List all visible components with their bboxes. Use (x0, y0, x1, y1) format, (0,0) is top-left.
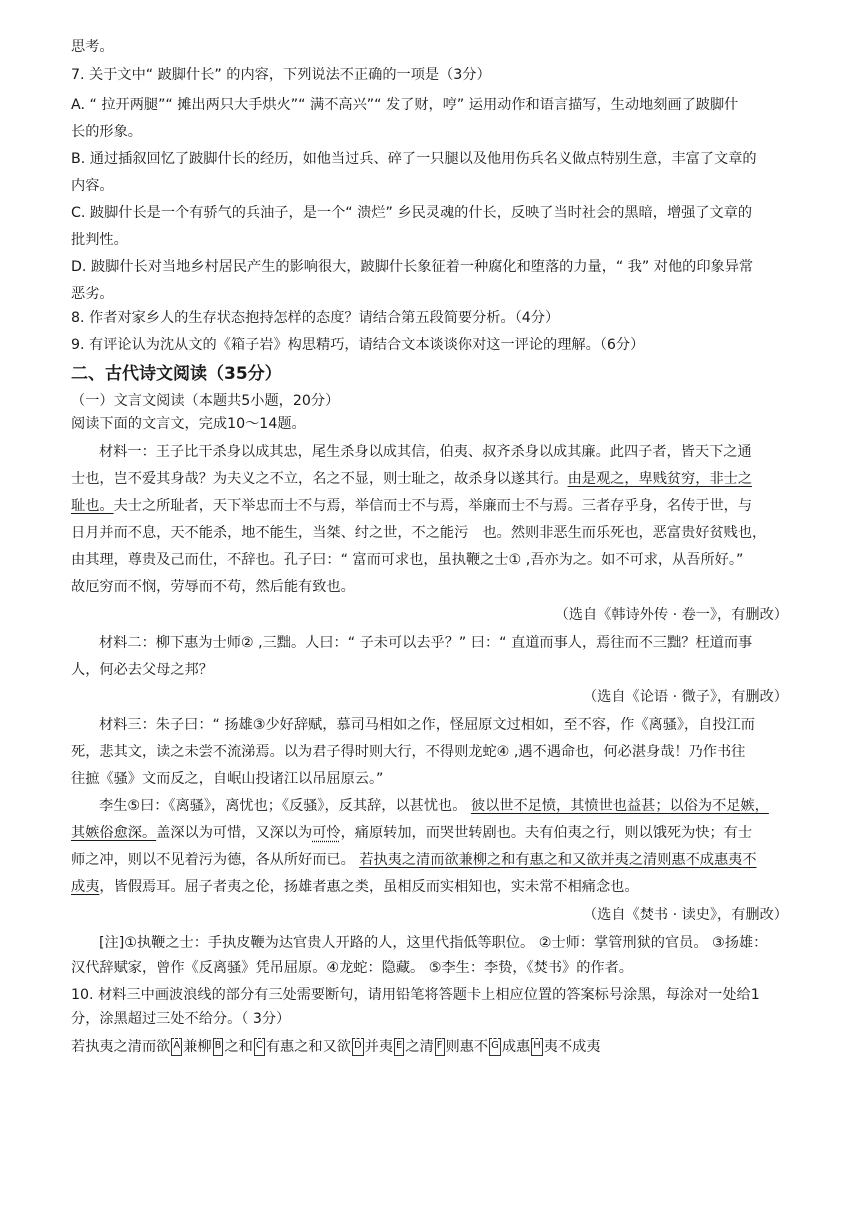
question-7: 7. 关于文中“ 跛脚什长” 的内容，下列说法不正确的一项是（3分） (71, 67, 491, 83)
passage-segment: 夷不成夷 (543, 1039, 601, 1055)
text-span: 师之冲，则以不见着污为德，各从所好而已。 (71, 852, 360, 868)
text-span: 李生⑤曰：《离骚》，离忧也；《反骚》，反其辞，以甚忧也。 (99, 798, 471, 814)
wavy-underlined-passage: 若执夷之清而欲兼柳之和有惠之和又欲并夷之清则惠不成惠夷不 (359, 852, 757, 868)
break-option-b[interactable]: B (213, 1038, 224, 1056)
sentence-break-answer (71, 1036, 601, 1056)
underlined-sentence: 彼以世不足愤，其愤世也益甚；以俗为不足嫉， (470, 798, 769, 814)
material-3-line: 往摭《骚》文而反之，自岷山投诸江以吊屈原云。” (71, 771, 384, 787)
wavy-underlined-passage: 成夷 (71, 879, 100, 895)
material-3-line (71, 876, 639, 896)
annotation-line: 汉代辞赋家，曾作《反离骚》凭吊屈原。④龙蛇：隐藏。 ⑤李生：李贽，《焚书》的作者。 (71, 960, 633, 976)
underlined-sentence: 耻也。 (71, 498, 114, 514)
material-3-line (71, 822, 752, 842)
source-citation: （选自《焚书 · 读史》，有删改） (582, 907, 788, 923)
material-2-line: 人，何必去父母之邦？ (71, 662, 213, 678)
underlined-sentence: 其嫉俗愈深。 (71, 825, 157, 841)
section-heading: 二、古代诗文阅读（35分） (71, 364, 282, 384)
material-1-line (71, 495, 752, 515)
passage-segment: 有惠之和又欲 (265, 1039, 351, 1055)
passage-segment: 之和 (224, 1039, 253, 1055)
material-3-line (99, 795, 769, 815)
passage-segment: 若执夷之清而欲 (71, 1039, 171, 1055)
break-option-c[interactable]: C (254, 1038, 265, 1056)
question-10: 10. 材料三中画波浪线的部分有三处需要断句，请用铅笔将答题卡上相应位置的答案标号涂黑，每涂对一处给1 (71, 987, 760, 1003)
material-3-line (71, 849, 757, 869)
material-2-line: 材料二：柳下惠为士师② ,三黜。人曰：“ 子未可以去乎？” 曰：“ 直道而事人，焉往而不三黜？枉道而事 (99, 635, 753, 651)
option-c: C. 跛脚什长是一个有骄气的兵油子，是一个“ 溃烂” 乡民灵魂的什长，反映了当时社会的黑暗，增强了文章的 (71, 205, 753, 221)
option-a-cont: 长的形象。 (71, 124, 142, 140)
subsection-heading: （一）文言文阅读（本题共5小题，20分） (71, 393, 340, 409)
dotted-emphasis: 可怜 (312, 825, 341, 841)
text-span: 士也，岂不爱其身哉？为夫义之不立，名之不显，则士耻之，故杀身以遂其行。 (71, 471, 568, 487)
material-3-line: 死，悲其文，读之未尝不流涕焉。以为君子得时则大行，不得则龙蛇④ ,遇不遇命也，何必湛身哉！乃作书往 (71, 744, 746, 760)
option-d: D. 跛脚什长对当地乡村居民产生的影响很大，跛脚什长象征着一种腐化和堕落的力量，“ 我” 对他的印象异常 (71, 259, 754, 275)
passage-segment: 并夷 (364, 1039, 394, 1055)
text-span: ，皆假焉耳。屈子者夷之伦，扬雄者惠之类，虽相反而实相知也，实未常不相痛念也。 (99, 879, 639, 895)
instruction: 阅读下面的文言文，完成10～14题。 (71, 416, 306, 432)
option-a: A. “ 拉开两腿”“ 摊出两只大手烘火”“ 满不高兴”“ 发了财，哼” 运用动作和语言描写，生动地刻画了跛脚什 (71, 97, 739, 113)
question-10-cont: 分，涂黑超过三处不给分。（ 3分） (71, 1011, 291, 1027)
text-span: 夫士之所耻者，天下举忠而士不与焉，举信而士不与焉，举廉而士不与焉。三者存乎身，名传于世，与 (113, 498, 753, 514)
question-9: 9. 有评论认为沈从文的《箱子岩》构思精巧，请结合文本谈谈你对这一评论的理解。（6分） (71, 337, 645, 353)
material-3-line: 材料三：朱子曰：“ 扬雄③少好辞赋，慕司马相如之作，怪屈原文过相如，至不容，作《离骚》，自投江而 (99, 717, 755, 733)
passage-segment: 则惠不 (445, 1039, 489, 1055)
break-option-h[interactable]: H (531, 1038, 543, 1056)
text-line: 思考。 (71, 39, 114, 55)
text-span: 盖深以为可惜，又深以为 (156, 825, 313, 841)
material-1-line: 日月并而不息，天不能杀，地不能生，当桀、纣之世，不之能污 也。然则非恶生而乐死也，恶富贵好贫贱也， (71, 525, 767, 541)
material-1-line: 故厄穷而不悯，劳辱而不苟，然后能有致也。 (71, 579, 355, 595)
material-1-line: 材料一：王子比干杀身以成其忠，尾生杀身以成其信，伯夷、叔齐杀身以成其廉。此四子者，皆天下之通 (99, 444, 752, 460)
source-citation: （选自《韩诗外传 · 卷一》，有删改） (554, 607, 788, 623)
passage-segment: 之清 (405, 1039, 434, 1055)
break-option-a[interactable]: A (171, 1038, 182, 1056)
passage-segment: 兼柳 (183, 1039, 212, 1055)
option-d-cont: 恶劣。 (71, 286, 114, 302)
underlined-sentence: 由是观之，卑贱贫穷，非士之 (567, 471, 753, 487)
text-span: ，痛原转加，而哭世转剧也。夫有伯夷之行，则以饿死为快；有士 (340, 825, 753, 841)
break-option-f[interactable]: F (435, 1038, 445, 1056)
material-1-line: 由其理，尊贵及己而仕，不辞也。孔子曰：“ 富而可求也，虽执鞭之士① ,吾亦为之。如不可求，从吾所好。” (71, 552, 744, 568)
option-c-cont: 批判性。 (71, 232, 128, 248)
question-8: 8. 作者对家乡人的生存状态抱持怎样的态度？请结合第五段简要分析。（4分） (71, 310, 560, 326)
material-1-line (71, 468, 752, 488)
option-b-cont: 内容。 (71, 178, 114, 194)
annotation-line: [注]①执鞭之士：手执皮鞭为达官贵人开路的人，这里代指低等职位。 ②士师：掌管刑狱的官员。 ③扬雄： (99, 935, 768, 951)
option-b: B. 通过插叙回忆了跛脚什长的经历，如他当过兵、碎了一只腿以及他用伤兵名义做点特别生意，丰富了文章的 (71, 151, 757, 167)
break-option-e[interactable]: E (394, 1038, 404, 1056)
source-citation: （选自《论语 · 微子》，有删改） (582, 689, 788, 705)
break-option-d[interactable]: D (352, 1038, 364, 1056)
break-option-g[interactable]: G (489, 1038, 501, 1056)
passage-segment: 成惠 (501, 1039, 531, 1055)
